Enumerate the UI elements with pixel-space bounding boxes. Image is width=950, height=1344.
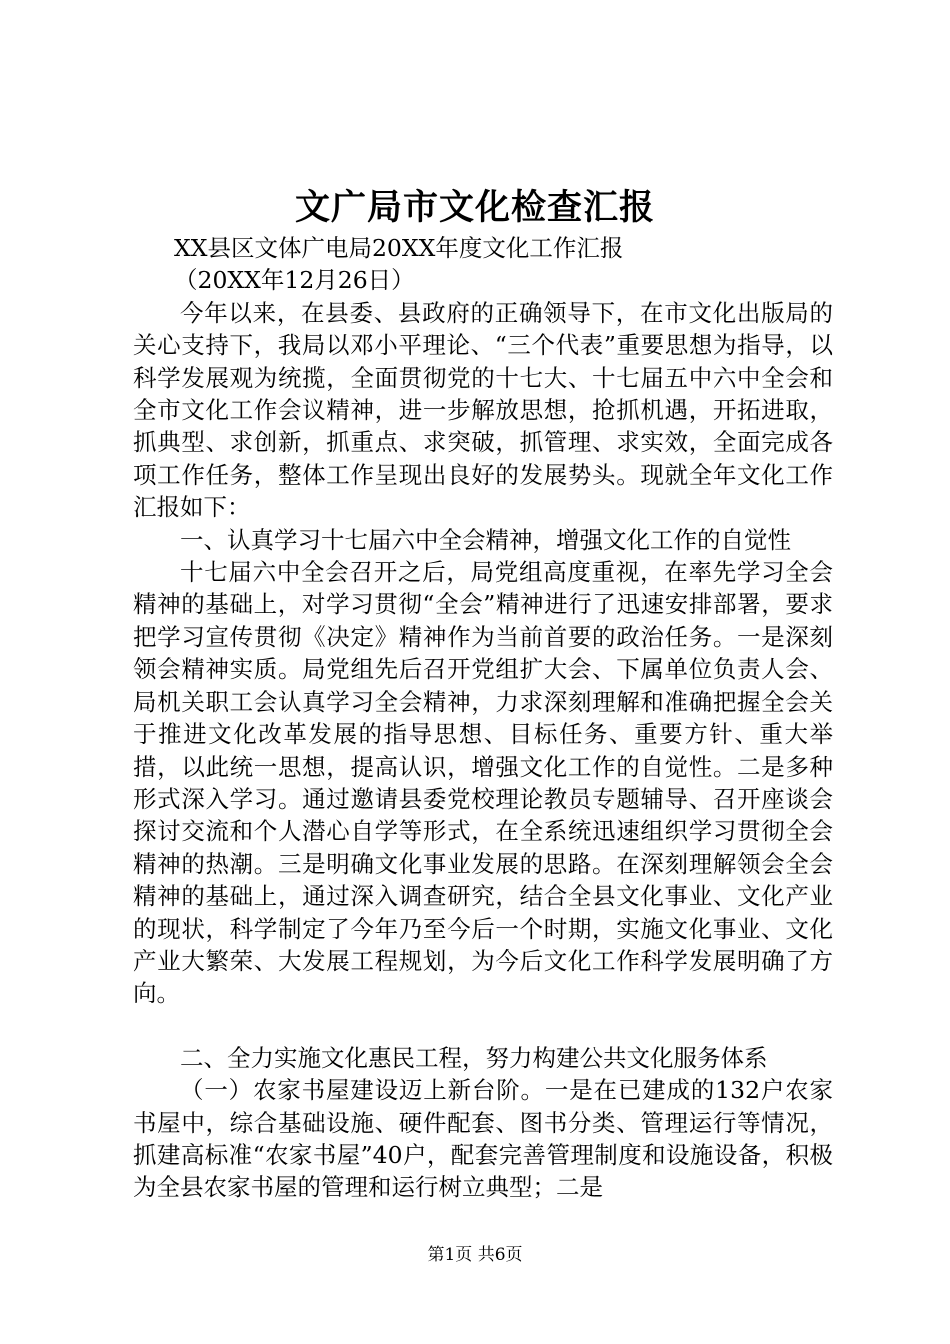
- document-title: 文广局市文化检查汇报: [294, 187, 655, 228]
- section-heading-2: 二、全力实施文化惠民工程，努力构建公共文化服务体系: [180, 1043, 768, 1072]
- paragraph-intro: 今年以来，在县委、县政府的正确领导下，在市文化出版局的关心支持下，我局以邓小平理论、“三个代表”重要思想为指导，以科学发展观为统揽，全面贯彻党的十七大、十七届五中六中全会和全市文化工作会议精神，进一步解放思想，抢抓机遇，开拓进取，抓典型、求创新，抓重点、求突破，抓管理、求实效，全面完成各项工作任务，整体工作呈现出良好的发展势头。现就全年文化工作汇报如下：: [133, 298, 833, 522]
- document-subtitle: XX县区文体广电局20XX年度文化工作汇报: [174, 234, 624, 262]
- paragraph-section-2: （一）农家书屋建设迈上新台阶。一是在已建成的132户农家书屋中，综合基础设施、硬件配套、图书分类、管理运行等情况，抓建高标准“农家书屋”40户，配套完善管理制度和设施设备，积极为全县农家书屋的管理和运行树立典型；二是: [133, 1076, 833, 1202]
- paragraph-section-1: 十七届六中全会召开之后，局党组高度重视，在率先学习全会精神的基础上，对学习贯彻“全会”精神进行了迅速安排部署，要求把学习宣传贯彻《决定》精神作为当前首要的政治任务。一是深刻领会精神实质。局党组先后召开党组扩大会、下属单位负责人会、局机关职工会认真学习全会精神，力求深刻理解和准确把握全会关于推进文化改革发展的指导思想、目标任务、重要方针、重大举措，以此统一思想，提高认识，增强文化工作的自觉性。二是多种形式深入学习。通过邀请县委党校理论教员专题辅导、召开座谈会探讨交流和个人潜心自学等形式，在全系统迅速组织学习贯彻全会精神的热潮。三是明确文化事业发展的思路。在深刻理解领会全会精神的基础上，通过深入调查研究，结合全县文化事业、文化产业的现状，科学制定了今年乃至今后一个时期，实施文化事业、文化产业大繁荣、大发展工程规划，为今后文化工作科学发展明确了方向。: [133, 558, 833, 1008]
- page-number-footer: 第1页 共6页: [427, 1245, 523, 1265]
- document-body: [133, 232, 833, 1204]
- paragraph-gap: [133, 1010, 833, 1042]
- document-date: （20XX年12月26日）: [174, 266, 415, 295]
- section-heading-1: 一、认真学习十七届六中全会精神，增强文化工作的自觉性: [180, 525, 791, 554]
